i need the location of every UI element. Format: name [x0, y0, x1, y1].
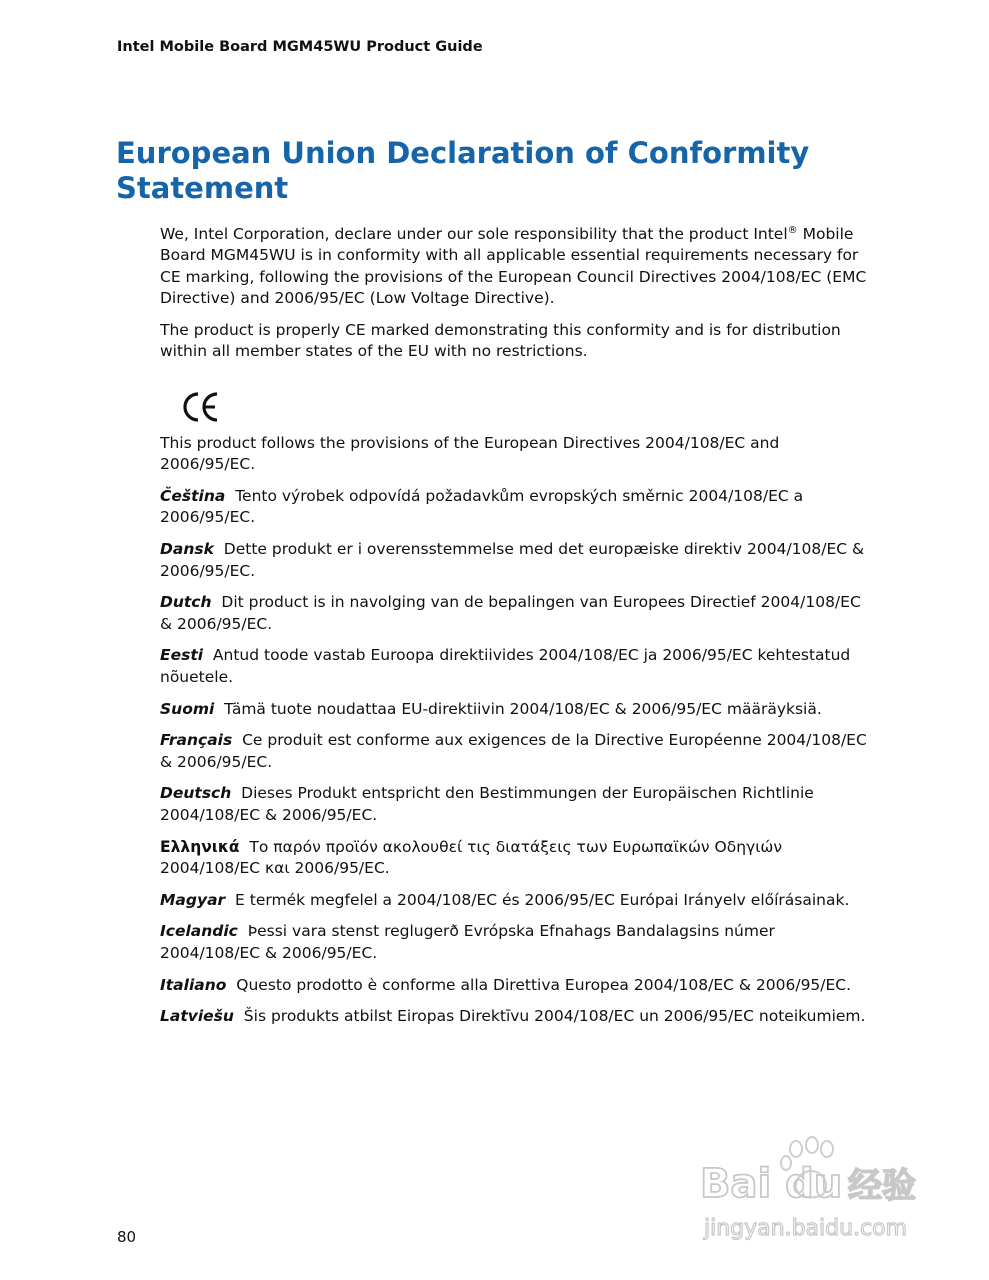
baidu-watermark — [700, 1135, 940, 1245]
language-text: Dette produkt er i overensstemmelse med det europæiske direktiv 2004/108/EC & 2006/95/EC. — [160, 540, 865, 580]
language-entry-italiano — [160, 975, 870, 996]
language-entry-eesti — [160, 645, 870, 688]
language-label: Čeština — [160, 487, 226, 506]
watermark-url: jingyan.baidu.com — [704, 1216, 908, 1241]
language-text: Questo prodotto è conforme alla Direttiva Europea 2004/108/EC & 2006/95/EC. — [236, 975, 852, 994]
watermark-chinese: 经验 — [848, 1166, 916, 1206]
running-header: Intel Mobile Board MGM45WU Product Guide — [117, 39, 483, 55]
directives-paragraph: This product follows the provisions of the European Directives 2004/108/EC and 2006/95/EC. — [160, 434, 780, 474]
language-label: Magyar — [160, 890, 226, 909]
language-entry-deutsch — [160, 783, 870, 826]
language-entry-cestina — [160, 486, 870, 529]
language-text: Dieses Produkt entspricht den Bestimmungen der Europäischen Richtlinie 2004/108/EC & 2006/95/EC. — [160, 784, 814, 824]
language-text: Tento výrobek odpovídá požadavkům evropských směrnic 2004/108/EC a 2006/95/EC. — [160, 487, 804, 527]
language-label: Ελληνικά — [160, 837, 240, 856]
language-label: Dutch — [160, 593, 212, 612]
language-text: Þessi vara stenst reglugerð Evrópska Efnahags Bandalagsins númer 2004/108/EC & 2006/95/EC. — [160, 922, 775, 962]
language-entry-greek — [160, 837, 870, 880]
language-text: Tämä tuote noudattaa EU-direktiivin 2004/108/EC & 2006/95/EC määräyksiä. — [224, 699, 822, 718]
language-label: Latviešu — [160, 1007, 234, 1026]
page-number: 80 — [117, 1228, 137, 1246]
language-label: Deutsch — [160, 784, 232, 803]
page-title-line-1: European Union Declaration of Conformity — [116, 136, 810, 170]
language-label: Dansk — [160, 540, 214, 559]
language-entry-magyar — [160, 890, 870, 911]
language-text: Το παρόν προϊόν ακολουθεί τις διατάξεις των Ευρωπαϊκών Οδηγιών 2004/108/EC και 2006/95/EC. — [160, 837, 783, 877]
language-label: Icelandic — [160, 922, 238, 941]
intro-paragraph-1 — [160, 224, 870, 309]
language-entry-icelandic — [160, 921, 870, 964]
language-label: Français — [160, 731, 233, 750]
intro-paragraph-2: The product is properly CE marked demonstrating this conformity and is for distribution within all member states of the EU with no restrictions. — [160, 320, 841, 360]
language-entry-latviesu — [160, 1006, 870, 1027]
intro-text-part-2: Mobile Board MGM45WU is in conformity with all applicable essential requirements necessary for CE marking, following the provisions of the European Council Directives 2004/108/EC (EMC Directive) and 2006/95/EC (Low Voltage Directive). — [160, 225, 867, 307]
language-label: Italiano — [160, 975, 227, 994]
language-text: E termék megfelel a 2004/108/EC és 2006/95/EC Európai Irányelv előírásainak. — [235, 890, 850, 909]
declaration-body — [160, 224, 870, 1038]
language-label: Suomi — [160, 699, 215, 718]
language-entry-francais — [160, 730, 870, 773]
language-entry-suomi — [160, 699, 870, 720]
language-text: Šis produkts atbilst Eiropas Direktīvu 2004/108/EC un 2006/95/EC noteikumiem. — [243, 1007, 866, 1026]
page-title-line-2: Statement — [116, 171, 289, 205]
language-text: Ce produit est conforme aux exigences de la Directive Européenne 2004/108/EC & 2006/95/EC. — [160, 731, 867, 771]
page-title — [116, 136, 876, 206]
language-text: Antud toode vastab Euroopa direktiivides 2004/108/EC ja 2006/95/EC kehtestatud nõuetele. — [160, 646, 851, 686]
language-label: Eesti — [160, 646, 204, 665]
language-entry-dansk — [160, 539, 870, 582]
language-text: Dit product is in navolging van de bepalingen van Europees Directief 2004/108/EC & 2006/95/EC. — [160, 593, 861, 633]
intro-text-part-1: We, Intel Corporation, declare under our sole responsibility that the product Intel — [160, 225, 788, 243]
language-entry-dutch — [160, 592, 870, 635]
ce-mark-icon — [180, 387, 220, 427]
watermark-brand: Bai du — [700, 1161, 843, 1207]
registered-mark: ® — [787, 225, 798, 236]
